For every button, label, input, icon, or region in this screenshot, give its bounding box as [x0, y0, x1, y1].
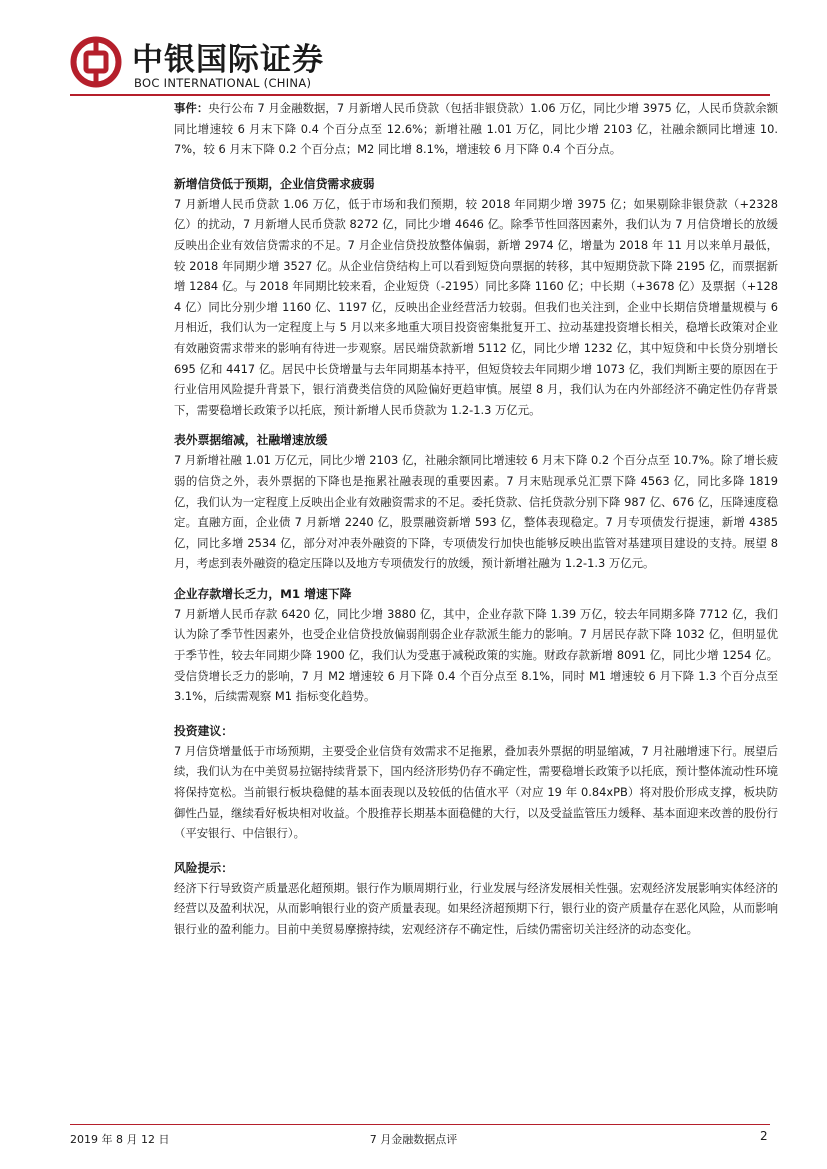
- footer-report-title: 7 月金融数据点评: [369, 1133, 458, 1146]
- event-text: 央行公布 7 月金融数据，7 月新增人民币贷款（包括非银贷款）1.06 万亿，同比少增 3975 亿，人民币贷款余额同比增速较 6 月末下降 0.4 个百分点至 12.6%；新增社融 1.01 万亿，同比少增 2103 亿，社融余额同比增速 10.7%，较 6 月末下降 0.2 个百分点；M2 同比增 8.1%，增速较 6 月下降 0.4 个百分点。: [174, 101, 778, 157]
- section-heading-credit: 新增信贷低于预期，企业信贷需求疲弱: [174, 176, 375, 191]
- footer-divider: [70, 1124, 770, 1125]
- section-text-risk: 经济下行导致资产质量恶化超预期。银行作为顺周期行业，行业发展与经济发展相关性强。宏观经济发展影响实体经济的经营以及盈利状况，从而影响银行业的资产质量表现。如果经济超预期下行，银行业的资产质量存在恶化风险，从而影响银行业的盈利能力。目前中美贸易摩擦持续，宏观经济存不确定性，后续仍需密切关注经济的动态变化。: [174, 880, 778, 936]
- section-text-investment: 7 月信贷增量低于市场预期，主要受企业信贷有效需求不足拖累，叠加表外票据的明显缩减，7 月社融增速下行。展望后续，我们认为在中美贸易拉锯持续背景下，国内经济形势仍存不确定性，需要稳增长政策予以托底，预计整体流动性环境将保持宽松。当前银行板块稳健的基本面表现以及较低的估值水平（对应 19 年 0.84xPB）将对股价形成支撑，板块防御性凸显，继续看好板块相对收益。个股推荐长期基本面稳健的大行，以及受益监管压力缓释、基本面迎来改善的股份行（平安银行、中信银行）。: [174, 743, 778, 841]
- footer-date: 2019 年 8 月 12 日: [70, 1133, 170, 1146]
- brand-name-en: BOC INTERNATIONAL (CHINA): [134, 76, 312, 90]
- section-text-deposits: 7 月新增人民币存款 6420 亿，同比少增 3880 亿，其中，企业存款下降 1.39 万亿，较去年同期多降 7712 亿，我们认为除了季节性因素外，也受企业信贷投放偏弱削弱企业存款派生能力的影响。7 月居民存款下降 1032 亿，但明显优于季节性，较去年同期少降 1900 亿，我们认为受惠于减税政策的实施。财政存款新增 8091 亿，同比少增 1254 亿。受信贷增长乏力的影响，7 月 M2 增速较 6 月下降 0.4 个百分点至 8.1%，同时 M1 增速较 6 月下降 1.3 个百分点至 3.1%，后续需观察 M1 指标变化趋势。: [174, 606, 778, 704]
- section-heading-risk: 风险提示：: [174, 860, 233, 875]
- section-heading-social-financing: 表外票据缩减，社融增速放缓: [174, 433, 328, 448]
- brand-name-cn: 中银国际证券: [132, 42, 324, 78]
- header-divider: [70, 94, 770, 96]
- page-header: [70, 34, 770, 96]
- event-label: 事件：: [174, 101, 209, 115]
- section-text-credit: 7 月新增人民币贷款 1.06 万亿，低于市场和我们预期，较 2018 年同期少增 3975 亿；如果剔除非银贷款（+2328 亿）的扰动，7 月新增人民币贷款 8272 亿，同比少增 4646 亿。除季节性回落因素外，我们认为 7 月信贷增长的放缓反映出企业有效信贷需求的不足。7 月企业信贷投放整体偏弱，新增 2974 亿，增量为 2018 年 11 月以来单月最低，较 2018 年同期少增 3527 亿。从企业信贷结构上可以看到短贷向票据的转移，其中短期贷款下降 2195 亿，而票据新增 1284 亿。与 2018 年同期比较来看，企业短贷（-2195）同比多降 1160 亿；中长期（+3678 亿）及票据（+1284 亿）同比分别少增 1160 亿、1197 亿，反映出企业经营活力较弱。但我们也关注到，企业中长期信贷增量规模与 6 月相近，我们认为一定程度上与 5 月以来多地重大项目投资密集批复开工、拉动基建投资增长相关，稳增长政策对企业有效融资需求带来的影响有待进一步观察。居民端贷款新增 5112 亿，同比少增 1232 亿，其中短贷和中长贷分别增长 695 亿和 4417 亿。居民中长贷增量与去年同期基本持平，但短贷较去年同期少增 1073 亿，我们判断主要的原因在于行业信用风险提升背景下，银行消费类信贷的风险偏好更趋审慎。展望 8 月，我们认为在内外部经济不确定性仍存背景下，需要稳增长政策予以托底，预计新增人民币贷款为 1.2-1.3 万亿元。: [174, 196, 778, 417]
- page-number: 2: [760, 1129, 768, 1143]
- section-heading-deposits: 企业存款增长乏力，M1 增速下降: [174, 586, 352, 601]
- report-body: [174, 98, 778, 940]
- boc-logo-icon: [70, 36, 122, 88]
- section-heading-investment: 投资建议：: [174, 723, 233, 738]
- section-text-social-financing: 7 月新增社融 1.01 万亿元，同比少增 2103 亿，社融余额同比增速较 6 月末下降 0.2 个百分点至 10.7%。除了增长疲弱的信贷之外，表外票据的下降也是拖累社融表现的重要因素。7 月末贴现承兑汇票下降 4563 亿，同比多降 1819 亿，我们认为一定程度上反映出企业有效融资需求的不足。委托贷款、信托贷款分别下降 987 亿、676 亿，压降速度稳定。直融方面，企业债 7 月新增 2240 亿，股票融资新增 593 亿，整体表现稳定。7 月专项债发行提速，新增 4385 亿，同比多增 2534 亿，部分对冲表外融资的下降，专项债发行加快也能够反映出监管对基建项目建设的支持。展望 8 月，考虑到表外融资的稳定压降以及地方专项债发行的放缓，预计新增社融为 1.2-1.3 万亿元。: [174, 453, 778, 571]
- event-paragraph: [174, 98, 778, 160]
